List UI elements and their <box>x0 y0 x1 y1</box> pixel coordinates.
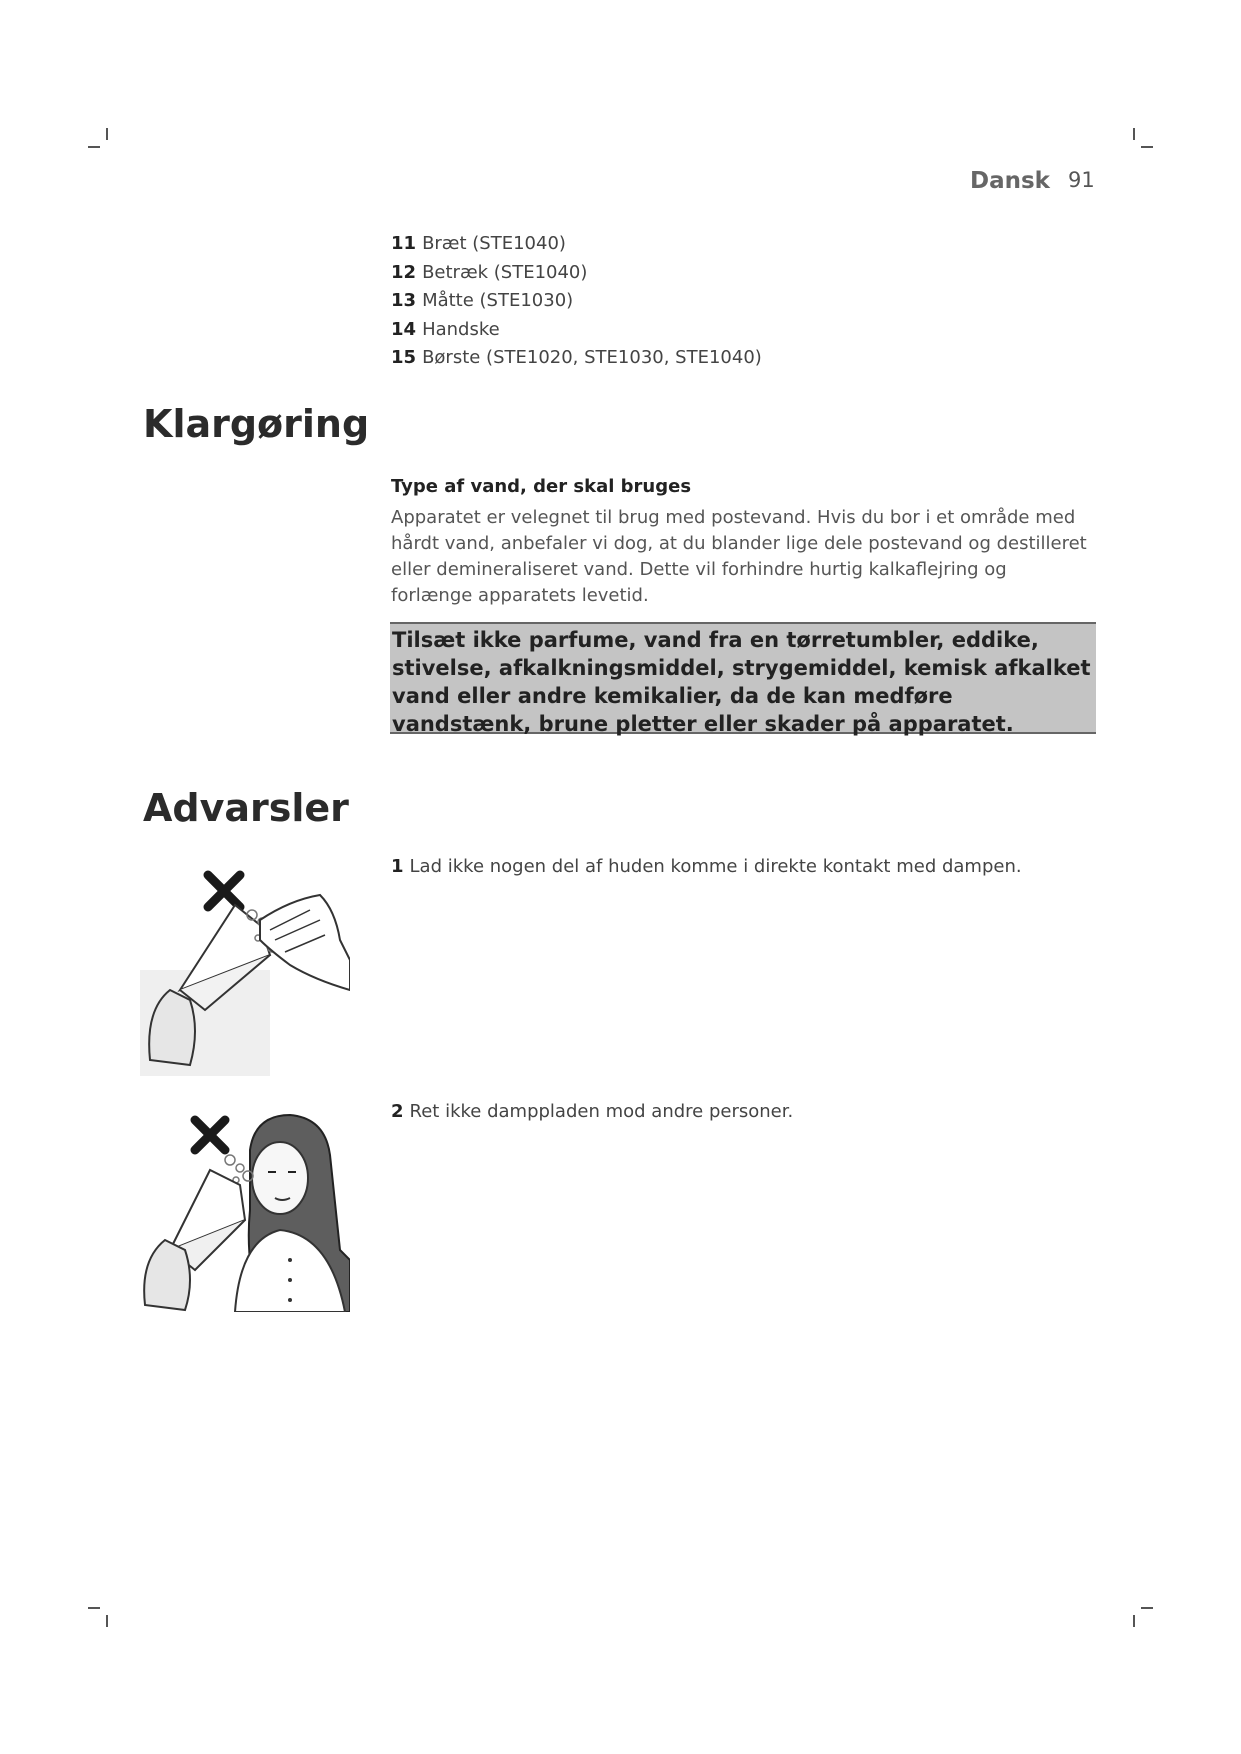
warning-item <box>391 856 1022 877</box>
crop-mark-top-right <box>1133 128 1135 140</box>
item-number: 14 <box>391 318 417 340</box>
list-item <box>391 230 762 259</box>
header-language: Dansk <box>970 168 1050 194</box>
item-number: 12 <box>391 261 417 283</box>
item-label: Måtte (STE1030) <box>422 290 574 311</box>
list-item <box>391 316 762 345</box>
item-label: Bræt (STE1040) <box>422 233 566 254</box>
list-item <box>391 287 762 316</box>
steam-person-illustration <box>140 1110 350 1312</box>
item-number: 2 <box>391 1101 404 1122</box>
item-number: 15 <box>391 347 417 368</box>
steam-hand-illustration <box>140 860 350 1076</box>
caution-box <box>390 622 1096 734</box>
parts-list <box>391 230 762 373</box>
crop-mark-bottom-left <box>88 1607 100 1609</box>
crop-mark-top-right <box>1141 146 1153 148</box>
crop-mark-bottom-right <box>1133 1615 1135 1627</box>
caution-text: Tilsæt ikke parfume, vand fra en tørretumbler, eddike, stivelse, afkalkningsmiddel, strygemiddel, kemisk afkalket vand eller andre kemikalier, da de kan medføre vandstænk, brune pletter eller skader på apparatet. <box>392 628 1091 736</box>
crop-mark-bottom-right <box>1141 1607 1153 1609</box>
page-number: 91 <box>1068 168 1095 192</box>
item-number: 13 <box>391 290 417 311</box>
item-text: Ret ikke damppladen mod andre personer. <box>409 1101 794 1122</box>
water-type-paragraph: Apparatet er velegnet til brug med postevand. Hvis du bor i et område med hårdt vand, anbefaler vi dog, at du blander lige dele postevand og destilleret eller demineraliseret vand. Dette vil forhindre hurtig kalkaflejring og forlænge apparatets levetid. <box>391 507 1087 606</box>
list-item <box>391 344 762 373</box>
crop-mark-top-left <box>88 146 100 148</box>
warning-item <box>391 1101 793 1122</box>
section-title-warnings: Advarsler <box>143 786 349 830</box>
water-type-heading: Type af vand, der skal bruges <box>391 476 692 497</box>
list-item <box>391 259 762 288</box>
item-label: Betræk (STE1040) <box>422 261 588 283</box>
crop-mark-top-left <box>106 128 108 140</box>
item-label: Børste (STE1020, STE1030, STE1040) <box>422 347 762 368</box>
section-title-preparation: Klargøring <box>143 402 370 446</box>
item-text: Lad ikke nogen del af huden komme i direkte kontakt med dampen. <box>409 856 1022 877</box>
item-number: 11 <box>391 233 417 254</box>
item-label: Handske <box>422 318 500 340</box>
item-number: 1 <box>391 856 404 877</box>
crop-mark-bottom-left <box>106 1615 108 1627</box>
